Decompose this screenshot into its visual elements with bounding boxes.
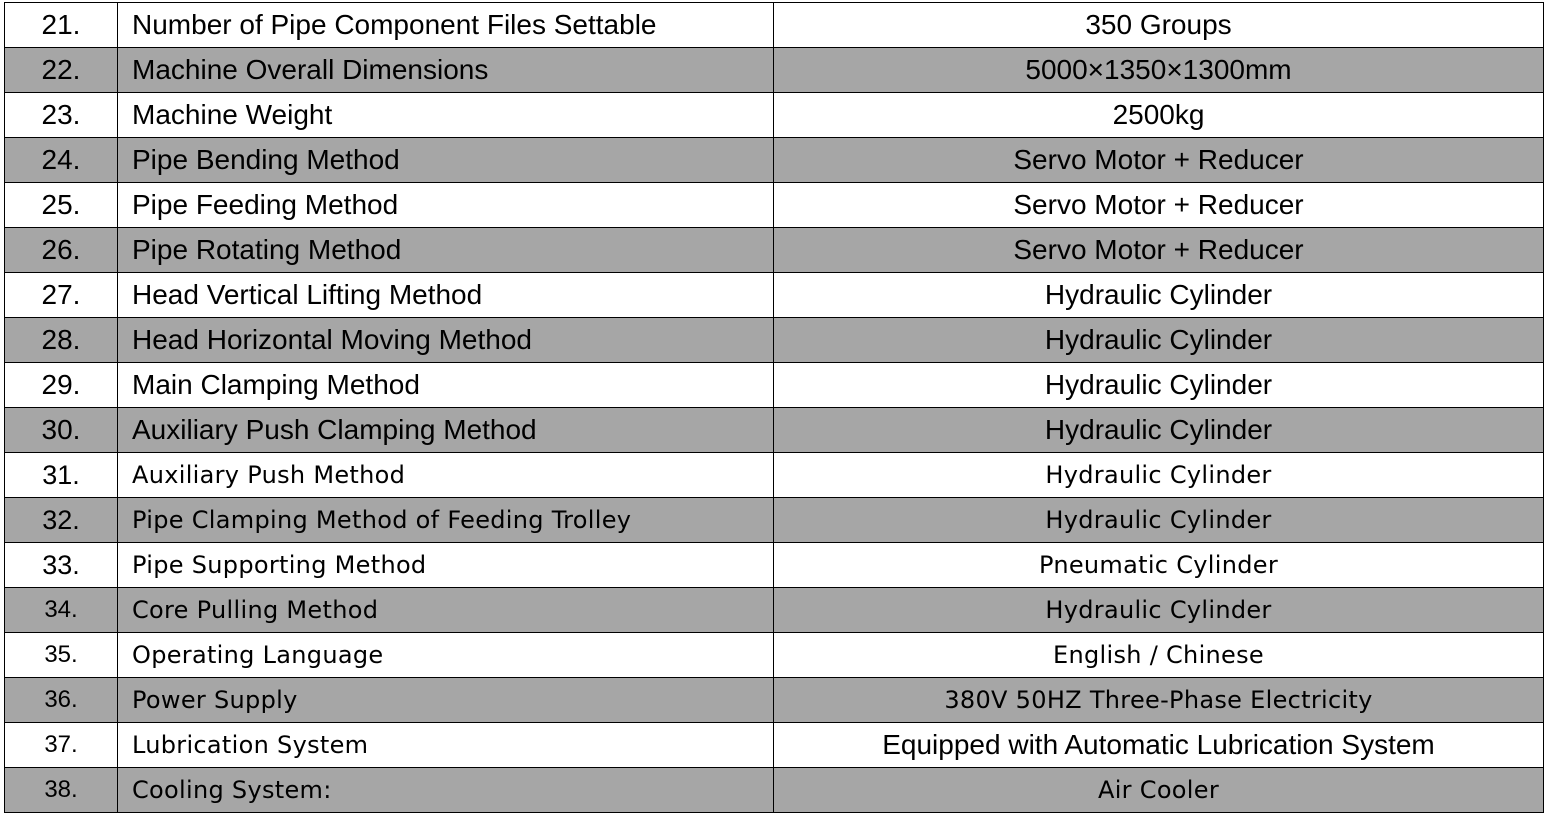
spec-name: Head Vertical Lifting Method <box>118 273 774 318</box>
spec-value: Pneumatic Cylinder <box>774 543 1544 588</box>
table-row <box>5 3 1544 48</box>
specification-table <box>4 2 1544 813</box>
row-number: 29. <box>5 363 118 408</box>
spec-value: Hydraulic Cylinder <box>774 588 1544 633</box>
spec-value: Servo Motor + Reducer <box>774 138 1544 183</box>
spec-name: Auxiliary Push Clamping Method <box>118 408 774 453</box>
spec-name: Machine Overall Dimensions <box>118 48 774 93</box>
spec-name: Lubrication System <box>118 723 774 768</box>
row-number: 22. <box>5 48 118 93</box>
table-row <box>5 228 1544 273</box>
spec-name: Machine Weight <box>118 93 774 138</box>
spec-name: Pipe Bending Method <box>118 138 774 183</box>
table-row <box>5 93 1544 138</box>
table-row <box>5 498 1544 543</box>
table-row <box>5 363 1544 408</box>
table-row <box>5 633 1544 678</box>
table-row <box>5 588 1544 633</box>
spec-name: Power Supply <box>118 678 774 723</box>
spec-name: Cooling System: <box>118 768 774 813</box>
spec-value: Hydraulic Cylinder <box>774 363 1544 408</box>
spec-value: Hydraulic Cylinder <box>774 273 1544 318</box>
spec-name: Pipe Supporting Method <box>118 543 774 588</box>
row-number: 31. <box>5 453 118 498</box>
spec-name: Pipe Feeding Method <box>118 183 774 228</box>
row-number: 34. <box>5 588 118 633</box>
specification-table-body <box>5 3 1544 813</box>
row-number: 30. <box>5 408 118 453</box>
table-row <box>5 138 1544 183</box>
row-number: 32. <box>5 498 118 543</box>
spec-name: Operating Language <box>118 633 774 678</box>
table-row <box>5 318 1544 363</box>
spec-name: Pipe Clamping Method of Feeding Trolley <box>118 498 774 543</box>
spec-value: Hydraulic Cylinder <box>774 498 1544 543</box>
spec-value: English / Chinese <box>774 633 1544 678</box>
spec-value: Servo Motor + Reducer <box>774 183 1544 228</box>
row-number: 35. <box>5 633 118 678</box>
row-number: 21. <box>5 3 118 48</box>
spec-value: 350 Groups <box>774 3 1544 48</box>
row-number: 36. <box>5 678 118 723</box>
spec-value: 5000×1350×1300mm <box>774 48 1544 93</box>
table-row <box>5 48 1544 93</box>
spec-value: Hydraulic Cylinder <box>774 408 1544 453</box>
spec-name: Main Clamping Method <box>118 363 774 408</box>
table-row <box>5 408 1544 453</box>
row-number: 26. <box>5 228 118 273</box>
row-number: 27. <box>5 273 118 318</box>
table-row <box>5 723 1544 768</box>
row-number: 28. <box>5 318 118 363</box>
spec-value: Servo Motor + Reducer <box>774 228 1544 273</box>
spec-value: Hydraulic Cylinder <box>774 318 1544 363</box>
spec-name: Number of Pipe Component Files Settable <box>118 3 774 48</box>
spec-name: Auxiliary Push Method <box>118 453 774 498</box>
table-row <box>5 768 1544 813</box>
spec-name: Pipe Rotating Method <box>118 228 774 273</box>
table-row <box>5 273 1544 318</box>
table-row <box>5 678 1544 723</box>
row-number: 37. <box>5 723 118 768</box>
table-row <box>5 183 1544 228</box>
table-row <box>5 453 1544 498</box>
spec-value: Air Cooler <box>774 768 1544 813</box>
row-number: 23. <box>5 93 118 138</box>
spec-name: Head Horizontal Moving Method <box>118 318 774 363</box>
row-number: 25. <box>5 183 118 228</box>
spec-value: Hydraulic Cylinder <box>774 453 1544 498</box>
spec-value: 2500kg <box>774 93 1544 138</box>
row-number: 33. <box>5 543 118 588</box>
spec-name: Core Pulling Method <box>118 588 774 633</box>
spec-value: Equipped with Automatic Lubrication System <box>774 723 1544 768</box>
table-row <box>5 543 1544 588</box>
row-number: 38. <box>5 768 118 813</box>
row-number: 24. <box>5 138 118 183</box>
spec-value: 380V 50HZ Three-Phase Electricity <box>774 678 1544 723</box>
